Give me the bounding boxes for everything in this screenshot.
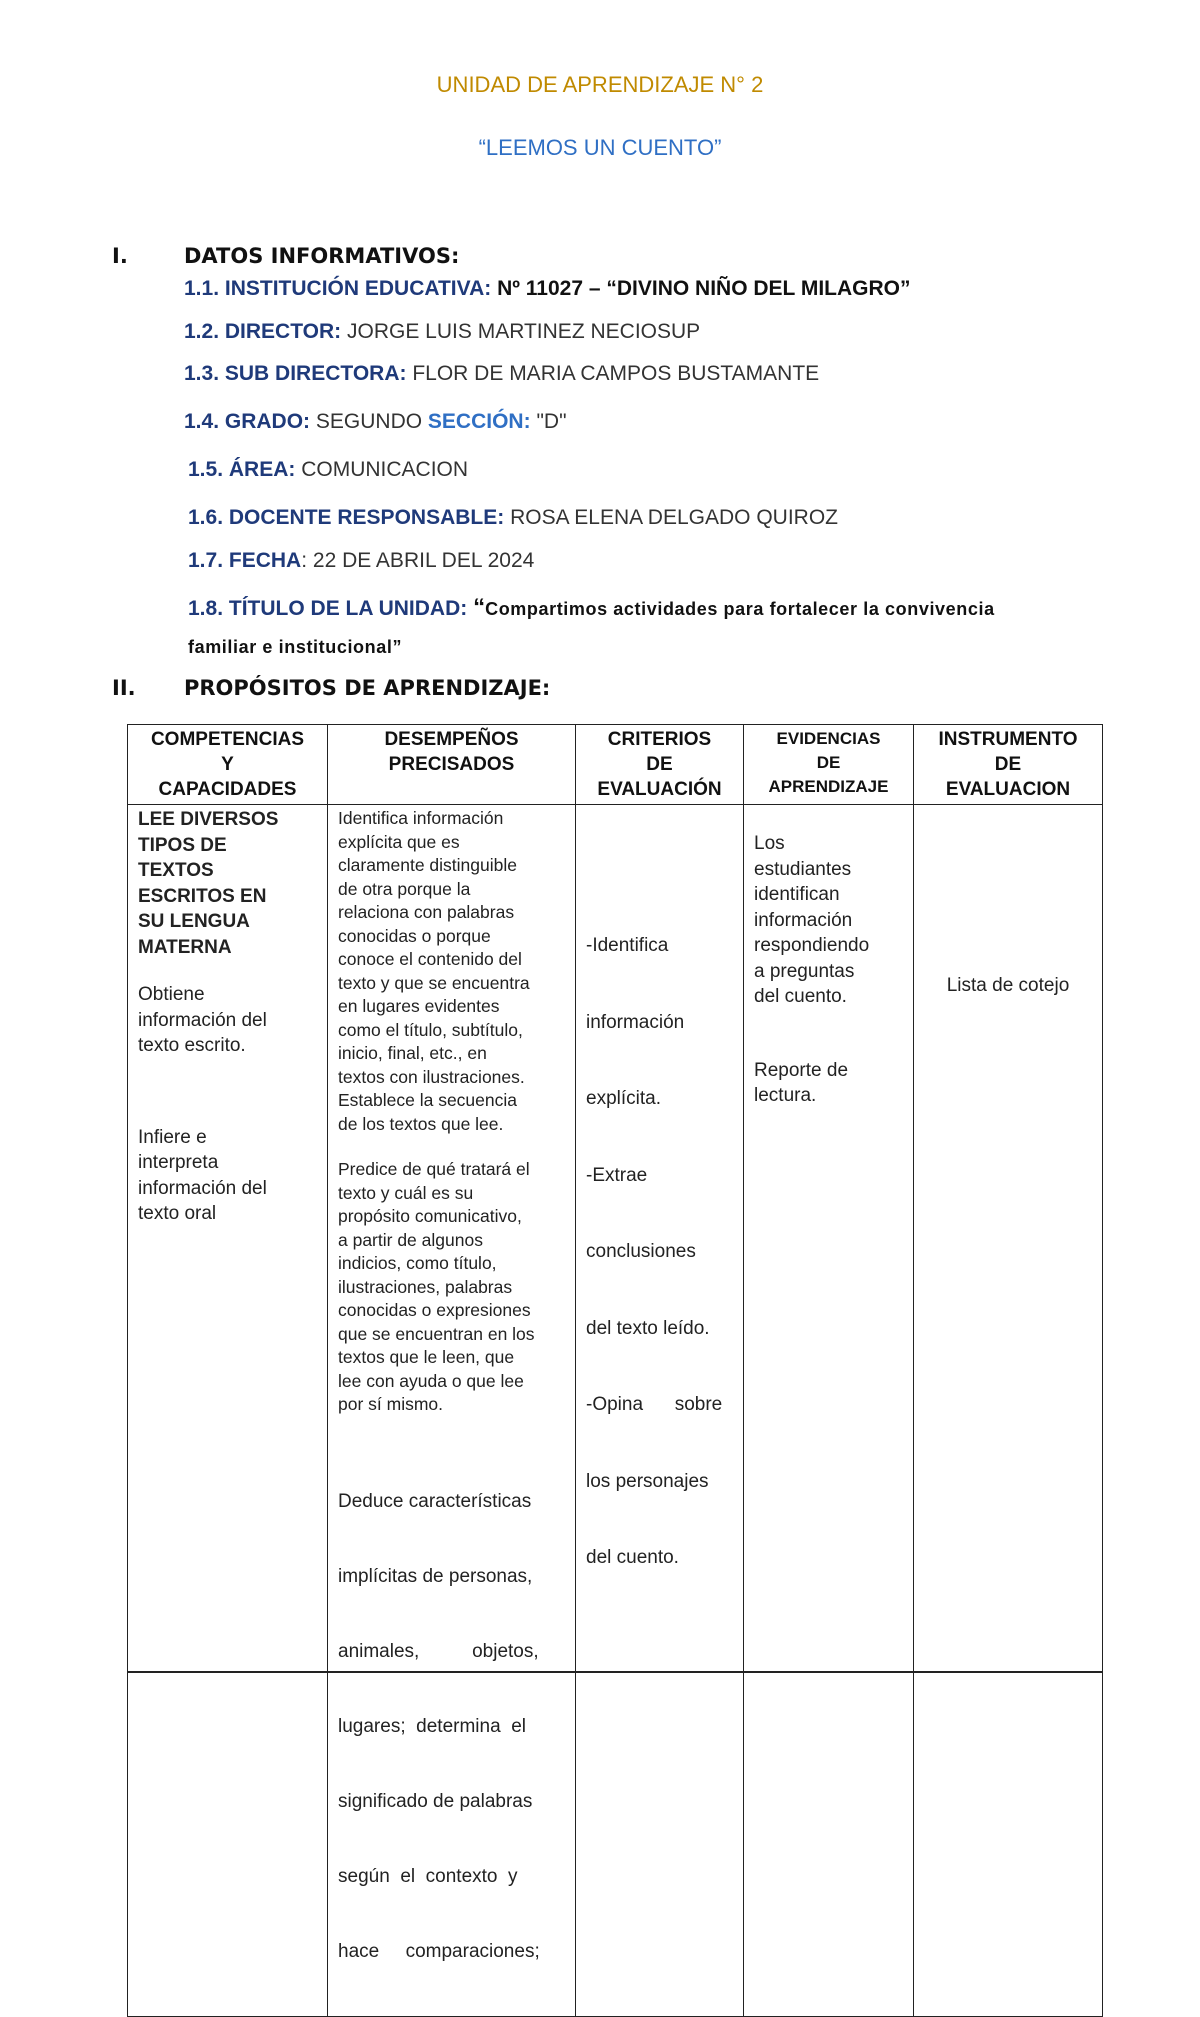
info-row-director xyxy=(184,320,700,344)
info-row-fecha xyxy=(188,549,534,573)
info-value-seccion: "D" xyxy=(536,410,567,433)
info-value: FLOR DE MARIA CAMPOS BUSTAMANTE xyxy=(412,362,820,385)
info-num: 1.2. xyxy=(184,320,220,343)
section-2-title: PROPÓSITOS DE APRENDIZAJE: xyxy=(184,676,551,700)
info-value: JORGE LUIS MARTINEZ NECIOSUP xyxy=(347,320,701,343)
info-label: SUB DIRECTORA: xyxy=(224,362,407,385)
info-value: Nº 11027 – “DIVINO NIÑO DEL MILAGRO” xyxy=(497,277,911,300)
section-1-heading xyxy=(112,244,459,268)
info-value: ROSA ELENA DELGADO QUIROZ xyxy=(510,506,838,529)
info-label: INSTITUCIÓN EDUCATIVA: xyxy=(224,277,492,300)
section-1-number: I. xyxy=(112,244,128,268)
info-label: DOCENTE RESPONSABLE: xyxy=(228,506,505,529)
info-value-continued: familiar e institucional” xyxy=(188,637,403,657)
info-row-docente xyxy=(188,506,838,530)
table-row xyxy=(128,805,1103,2017)
info-label-seccion: SECCIÓN: xyxy=(427,410,531,433)
table-bottom-border xyxy=(127,1671,1103,1673)
evidencia-2-text: Reporte de lectura. xyxy=(754,1059,849,1106)
header-criterios: CRITERIOS DE EVALUACIÓN xyxy=(576,725,744,805)
info-row-titulo xyxy=(188,594,995,622)
info-num: 1.7. xyxy=(188,549,224,572)
desempeno-2-text: Predice de qué tratará el texto y cuál es su propósito comunicativo, a partir de algunos indicios, como título, ilustraciones, palabras conocidas o expresiones que se encuentran en los textos que le leen, que lee con ayuda o que lee por sí mismo. xyxy=(338,1159,535,1414)
cell-evidencias xyxy=(744,805,914,2017)
info-quote: “ xyxy=(473,594,486,621)
desempeno-3-text: Deduce características implícitas de personas, animales, objetos, lugares; determina el significado de palabras según el contexto y hace comparaciones; xyxy=(338,1490,540,1962)
capacidad-2-text: Infiere e interpreta información del texto oral xyxy=(138,1126,267,1224)
info-num: 1.3. xyxy=(184,362,220,385)
info-row-area xyxy=(188,458,468,482)
section-1-title: DATOS INFORMATIVOS: xyxy=(184,244,460,268)
info-row-titulo-cont xyxy=(188,635,402,659)
competencia-text: LEE DIVERSOS TIPOS DE TEXTOS ESCRITOS EN SU LENGUA MATERNA xyxy=(138,809,279,958)
info-row-institucion xyxy=(184,277,911,301)
info-num: 1.1. xyxy=(184,277,220,300)
info-label: FECHA xyxy=(228,549,302,572)
info-value: : 22 DE ABRIL DEL 2024 xyxy=(301,549,535,572)
section-2-number: II. xyxy=(112,676,136,700)
info-value: SEGUNDO xyxy=(315,410,423,433)
cell-competencias xyxy=(128,805,328,2017)
header-competencias: COMPETENCIAS Y CAPACIDADES xyxy=(128,725,328,805)
info-label: GRADO: xyxy=(224,410,311,433)
header-instrumento: INSTRUMENTO DE EVALUACION xyxy=(914,725,1103,805)
document-subtitle: “LEEMOS UN CUENTO” xyxy=(478,135,722,160)
info-num: 1.6. xyxy=(188,506,224,529)
evidencia-1-text: Los estudiantes identifican información respondiendo a preguntas del cuento. xyxy=(754,833,870,1007)
info-row-subdirectora xyxy=(184,362,819,386)
cell-instrumento xyxy=(914,805,1103,2017)
info-row-grado xyxy=(184,410,567,434)
info-num: 1.5. xyxy=(188,458,224,481)
info-value: COMUNICACION xyxy=(301,458,469,481)
info-label: DIRECTOR: xyxy=(224,320,342,343)
propositos-table xyxy=(127,724,1103,2017)
info-num: 1.8. xyxy=(188,597,224,620)
capacidad-1-text: Obtiene información del texto escrito. xyxy=(138,984,267,1056)
header-desempenos: DESEMPEÑOS PRECISADOS xyxy=(328,725,576,805)
cell-desempenos xyxy=(328,805,576,2017)
document-title: UNIDAD DE APRENDIZAJE N° 2 xyxy=(436,72,764,97)
header-evidencias: EVIDENCIAS DE APRENDIZAJE xyxy=(744,725,914,805)
instrumento-text: Lista de cotejo xyxy=(946,975,1070,996)
desempeno-1-text: Identifica información explícita que es claramente distinguible de otra porque la relaciona con palabras conocidas o porque conoce el contenido del texto y que se encuentra en lugares evidentes como el título, subtítulo, inicio, final, etc., en textos con ilustraciones. Establece la secuencia de los textos que lee. xyxy=(338,808,530,1134)
section-2-heading xyxy=(112,676,550,700)
table-header-row xyxy=(128,725,1103,805)
info-label: TÍTULO DE LA UNIDAD: xyxy=(228,597,468,620)
info-value: Compartimos actividades para fortalecer la convivencia xyxy=(485,599,995,619)
info-num: 1.4. xyxy=(184,410,220,433)
cell-criterios: -Identifica información explícita. -Extrae conclusiones del texto leído. -Opina sobre los personajes del cuento. xyxy=(576,805,744,2017)
info-label: ÁREA: xyxy=(228,458,296,481)
